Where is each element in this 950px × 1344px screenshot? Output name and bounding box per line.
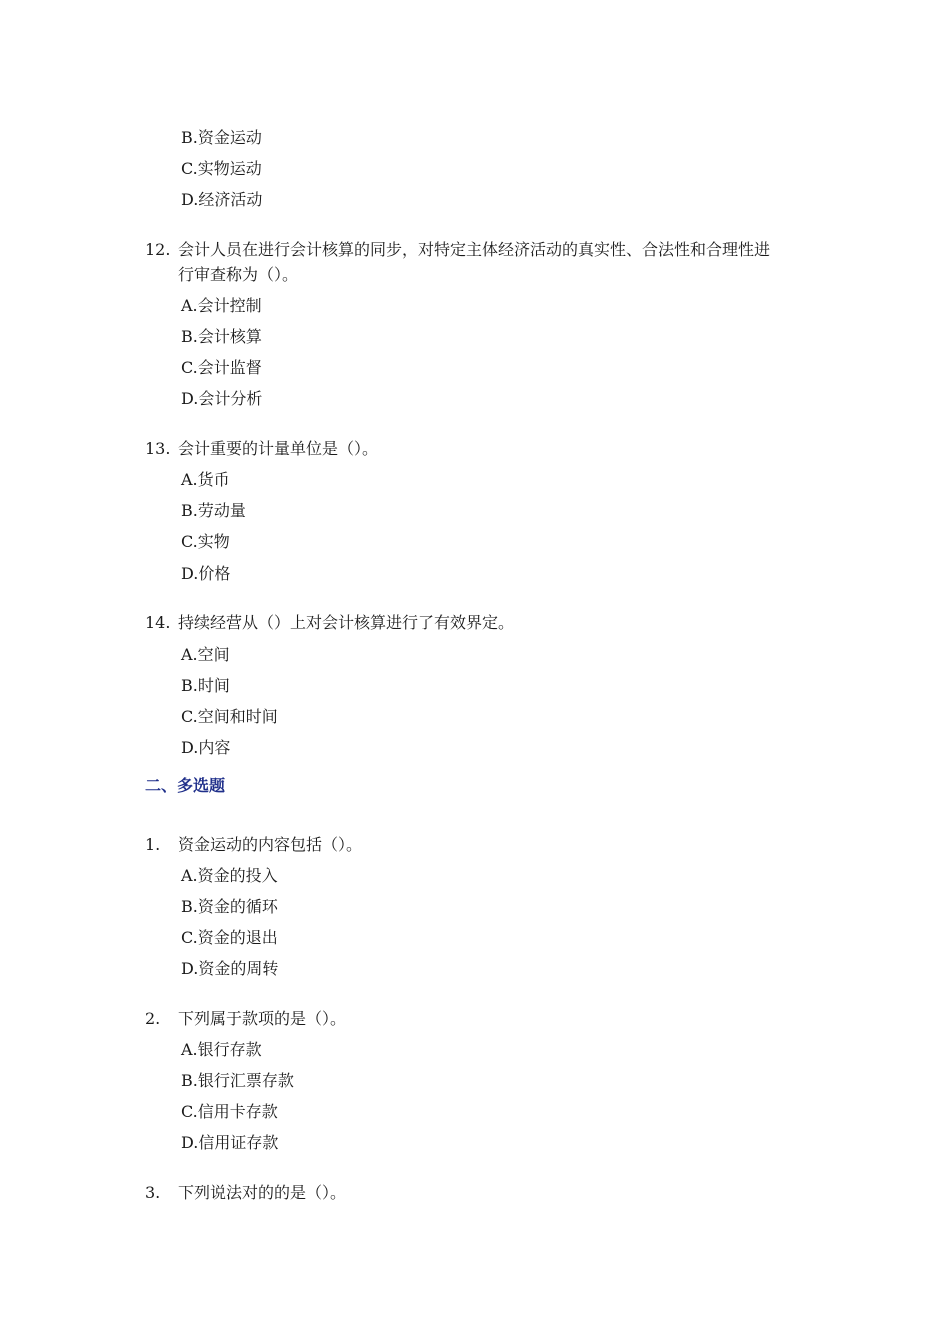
q12-option-a: A.会计控制 xyxy=(181,296,262,315)
q13-text: 会计重要的计量单位是（）。 xyxy=(178,439,379,458)
q11-option-d: D.经济活动 xyxy=(181,190,263,209)
q13-option-d: D.价格 xyxy=(181,564,231,583)
q14-text: 持续经营从（）上对会计核算进行了有效界定。 xyxy=(178,613,515,632)
q14-option-a: A.空间 xyxy=(181,645,230,664)
q13-option-b: B.劳动量 xyxy=(181,501,246,520)
q13-number: 13. xyxy=(145,439,171,458)
m1-number: 1. xyxy=(145,835,161,854)
q11-option-c: C.实物运动 xyxy=(181,159,262,178)
q12-option-d: D.会计分析 xyxy=(181,389,263,408)
m1-option-a: A.资金的投入 xyxy=(181,866,278,885)
q12-number: 12. xyxy=(145,240,171,259)
q14-option-c: C.空间和时间 xyxy=(181,707,278,726)
q11-option-b: B.资金运动 xyxy=(181,128,262,147)
m3-number: 3. xyxy=(145,1183,161,1202)
section-heading-multiple-choice: 二、多选题 xyxy=(145,776,226,795)
q12-text-line2: 行审查称为（）。 xyxy=(178,265,299,284)
m1-option-d: D.资金的周转 xyxy=(181,959,279,978)
m1-option-c: C.资金的退出 xyxy=(181,928,278,947)
q12-text-line1: 会计人员在进行会计核算的同步，对特定主体经济活动的真实性、合法性和合理性进 xyxy=(178,240,771,259)
m3-text: 下列说法对的的是（）。 xyxy=(178,1183,347,1202)
m2-option-b: B.银行汇票存款 xyxy=(181,1071,294,1090)
q12-option-c: C.会计监督 xyxy=(181,358,262,377)
m1-option-b: B.资金的循环 xyxy=(181,897,278,916)
q13-option-a: A.货币 xyxy=(181,470,230,489)
m2-text: 下列属于款项的是（）。 xyxy=(178,1009,347,1028)
q14-number: 14. xyxy=(145,613,171,632)
q13-option-c: C.实物 xyxy=(181,532,230,551)
q14-option-b: B.时间 xyxy=(181,676,230,695)
m1-text: 资金运动的内容包括（）。 xyxy=(178,835,363,854)
m2-option-a: A.银行存款 xyxy=(181,1040,262,1059)
m2-number: 2. xyxy=(145,1009,161,1028)
m2-option-d: D.信用证存款 xyxy=(181,1133,279,1152)
m2-option-c: C.信用卡存款 xyxy=(181,1102,278,1121)
q12-option-b: B.会计核算 xyxy=(181,327,262,346)
q14-option-d: D.内容 xyxy=(181,738,231,757)
